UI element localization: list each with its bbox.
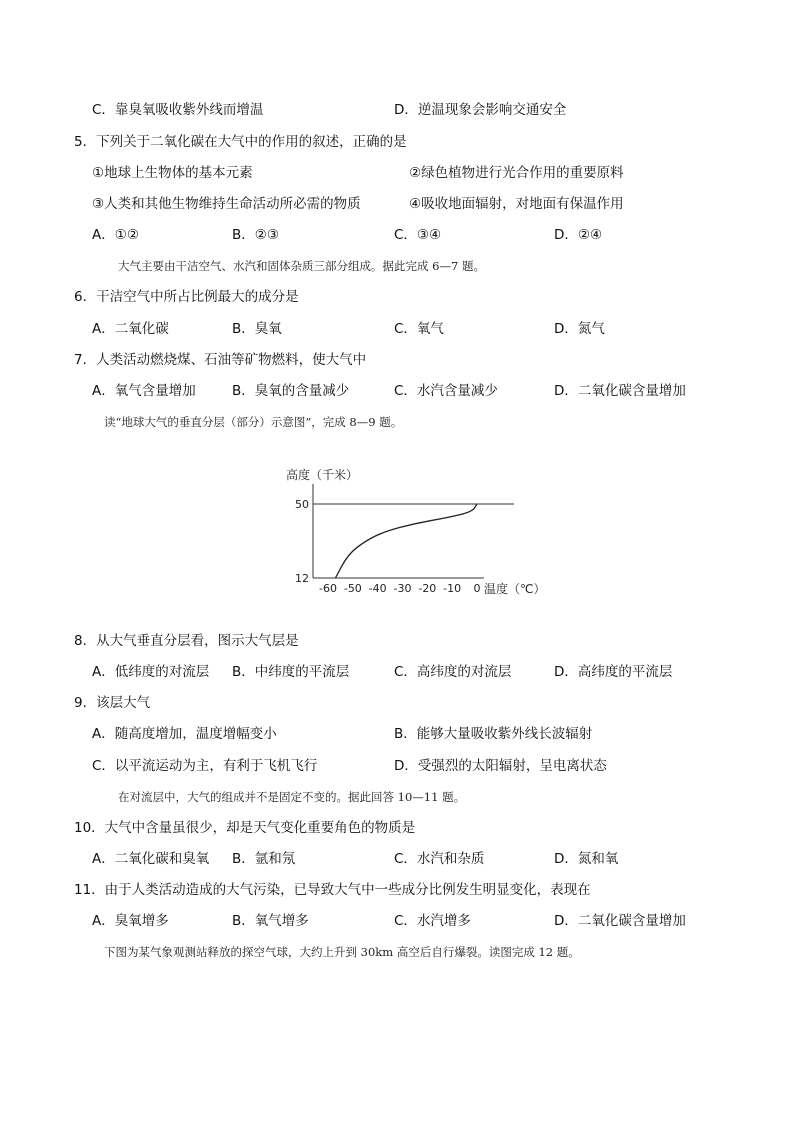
q11-stem: 11．由于人类活动造成的大气污染，已导致大气中一些成分比例发生明显变化，表现在 (74, 882, 591, 898)
x-tick-label: -10 (443, 582, 462, 595)
atmosphere-layer-chart (280, 462, 550, 602)
q8-option-b: B．中纬度的平流层 (232, 664, 350, 680)
q5-item-3: ③人类和其他生物维持生命活动所必需的物质 (92, 196, 361, 212)
q6-option-a: A．二氧化碳 (92, 321, 169, 337)
q4-option-d: D．逆温现象会影响交通安全 (394, 102, 567, 118)
intro-6-7: 大气主要由干洁空气、水汽和固体杂质三部分组成。据此完成 6—7 题。 (118, 259, 485, 273)
q7-stem: 7．人类活动燃烧煤、石油等矿物燃料，使大气中 (74, 352, 367, 368)
x-tick-label: -60 (319, 582, 337, 595)
q6-option-c: C．氧气 (394, 321, 444, 337)
q10-option-b: B．氩和氖 (232, 851, 296, 867)
temperature-curve (335, 504, 477, 578)
q5-option-c: C．③④ (394, 227, 442, 243)
q11-option-b: B．氧气增多 (232, 913, 309, 929)
x-tick-label: -40 (368, 582, 387, 595)
x-axis-label: 温度（℃） (484, 582, 546, 596)
q5-option-b: B．②③ (232, 227, 279, 243)
q5-option-d: D．②④ (554, 227, 603, 243)
q10-option-c: C．水汽和杂质 (394, 851, 485, 867)
intro-10-11: 在对流层中，大气的组成并不是固定不变的。据此回答 10—11 题。 (118, 790, 466, 804)
chart-series (335, 504, 477, 578)
intro-12: 下图为某气象观测站释放的探空气球，大约上升到 30km 高空后自行爆裂。读图完成 12 题。 (104, 945, 580, 959)
q5-stem: 5．下列关于二氧化碳在大气中的作用的叙述，正确的是 (74, 134, 407, 150)
q9-option-c: C．以平流运动为主，有利于飞机飞行 (92, 758, 318, 774)
x-tick-label: -30 (393, 582, 412, 595)
q5-item-4: ④吸收地面辐射，对地面有保温作用 (409, 196, 624, 212)
q4-option-c: C．靠臭氧吸收紫外线而增温 (92, 102, 264, 118)
q6-stem: 6．干洁空气中所占比例最大的成分是 (74, 289, 299, 305)
q9-option-a: A．随高度增加，温度增幅变小 (92, 726, 277, 742)
q11-option-d: D．二氧化碳含量增加 (554, 913, 686, 929)
q7-option-d: D．二氧化碳含量增加 (554, 383, 686, 399)
q10-option-a: A．二氧化碳和臭氧 (92, 851, 210, 867)
chart-ticks (295, 498, 481, 595)
y-tick-label: 12 (295, 572, 309, 585)
q7-option-c: C．水汽含量减少 (394, 383, 498, 399)
intro-8-9: 读“地球大气的垂直分层（部分）示意图”，完成 8—9 题。 (104, 415, 403, 429)
q10-option-d: D．氮和氧 (554, 851, 619, 867)
q6-option-b: B．臭氧 (232, 321, 282, 337)
q6-option-d: D．氮气 (554, 321, 605, 337)
y-tick-label: 50 (295, 498, 309, 511)
q8-option-d: D．高纬度的平流层 (554, 664, 673, 680)
x-tick-label: -20 (418, 582, 437, 595)
q7-option-a: A．氧气含量增加 (92, 383, 196, 399)
q11-option-a: A．臭氧增多 (92, 913, 169, 929)
q10-stem: 10．大气中含量虽很少，却是天气变化重要角色的物质是 (74, 820, 416, 836)
q9-stem: 9．该层大气 (74, 695, 151, 711)
q11-option-c: C．水汽增多 (394, 913, 471, 929)
q7-option-b: B．臭氧的含量减少 (232, 383, 350, 399)
q5-option-a: A．①② (92, 227, 139, 243)
q8-option-a: A．低纬度的对流层 (92, 664, 210, 680)
q9-option-d: D．受强烈的太阳辐射，呈电离状态 (394, 758, 607, 774)
x-tick-label: -50 (343, 582, 362, 595)
y-axis-label: 高度（千米） (286, 468, 359, 482)
x-tick-label: 0 (473, 582, 481, 595)
q5-item-1: ①地球上生物体的基本元素 (92, 165, 253, 181)
q9-option-b: B．能够大量吸收紫外线长波辐射 (394, 726, 593, 742)
q8-stem: 8．从大气垂直分层看，图示大气层是 (74, 633, 299, 649)
q8-option-c: C．高纬度的对流层 (394, 664, 512, 680)
q5-item-2: ②绿色植物进行光合作用的重要原料 (409, 165, 624, 181)
